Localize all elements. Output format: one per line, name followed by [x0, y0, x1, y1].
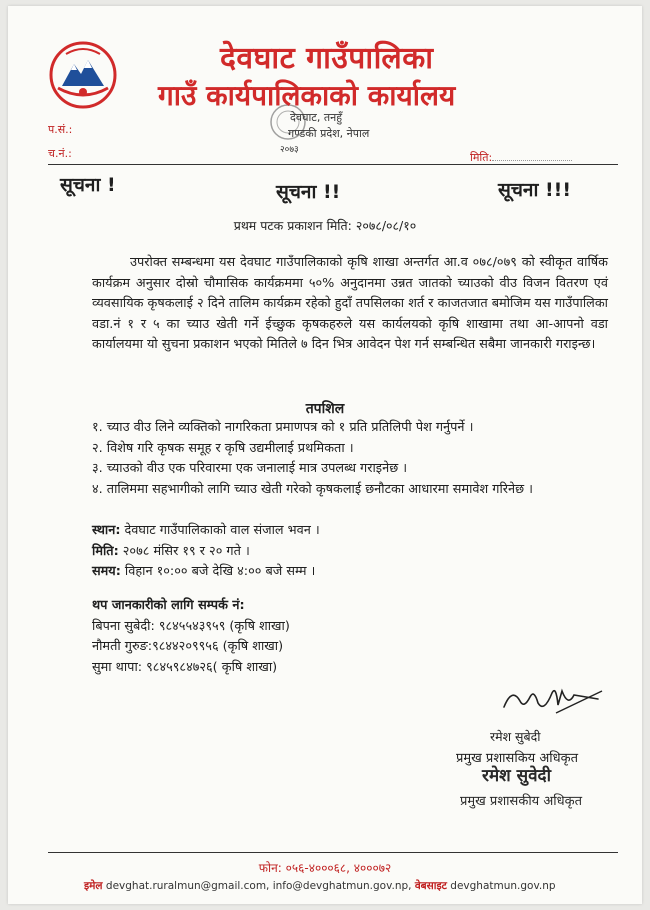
time-row: [92, 562, 320, 583]
footer-divider: [48, 852, 618, 853]
venue-label: स्थान:: [92, 523, 121, 538]
date-value: २०७८ मंसिर १९ र २० गते ।: [118, 543, 250, 559]
notice-heading-right: सूचना !!!: [498, 179, 571, 201]
chalani-text: च.नं.:: [48, 147, 72, 160]
nepal-emblem-icon: [48, 40, 118, 110]
publication-date: प्रथम पटक प्रकाशन मिति: २०७८/०८/१०: [233, 218, 417, 233]
header-divider: [48, 164, 618, 165]
details-item: १. च्याउ वीउ लिने व्यक्तिको नागरिकता प्रमाणपत्र को १ प्रति प्रतिलिपी पेश गर्नुपर्ने ।: [92, 420, 474, 435]
header-date-label: मिति:: [470, 151, 493, 164]
contact-title: थप जानकारीको लागि सम्पर्क नं:: [92, 598, 245, 613]
signature-icon: [498, 679, 608, 719]
contact-person: सुमा थापा: ९८४५९८४७२६( कृषि शाखा): [92, 659, 278, 675]
footer-contact: [84, 879, 556, 893]
venue-row: [92, 521, 320, 542]
website-value: devghatmun.gov.np: [450, 880, 556, 892]
date-label: मिति:: [92, 543, 119, 559]
signatory-name: रमेश सुबेदी: [490, 729, 541, 744]
org-name: देवघाट गाउँपालिका: [220, 41, 434, 76]
email-label: इमेल: [84, 880, 103, 892]
date-row: [92, 542, 320, 563]
contact-person: बिपना सुबेदी: ९८४५५४३९५९ (कृषि शाखा): [92, 618, 290, 634]
name-stamp: रमेश सुवेदी: [482, 766, 551, 786]
signatory-designation: प्रमुख प्रशासकिय अधिकृत: [456, 751, 579, 766]
email-value: devghat.ruralmun@gmail.com, info@devghatmun.gov.np,: [105, 880, 412, 892]
contact-person: नौमती गुरुङ:९८४४२०९९५६ (कृषि शाखा): [92, 639, 284, 654]
contact-section: [92, 596, 290, 678]
details-title: तपशिल: [305, 401, 345, 417]
chalani-number-label: [48, 146, 72, 161]
notice-heading-center: सूचना !!: [276, 181, 341, 203]
details-item: ४. तालिममा सहभागीको लागि च्याउ खेती गरेको कृषकलाई छनौटका आधारमा समावेश गरिनेछ ।: [92, 481, 534, 497]
stamp-year: २०७३: [280, 145, 299, 155]
notice-document: [8, 6, 642, 904]
venue-value: देवघाट गाउँपालिकाको वाल संजाल भवन ।: [120, 523, 320, 538]
time-value: विहान १०:०० बजे देखि ४:०० बजे सम्म ।: [120, 564, 316, 579]
event-details: [92, 521, 320, 583]
address-line-2: गण्डकी प्रदेश, नेपाल: [288, 127, 370, 140]
details-item: २. विशेष गरि कृषक समूह र कृषि उद्यमीलाई प्रथमिकता ।: [92, 440, 354, 456]
notice-heading-left: सूचना !: [60, 174, 116, 196]
patra-sankhya-label: [48, 122, 72, 137]
footer-phone: फोन: ०५६-४०००६८, ४०००७२: [258, 861, 392, 875]
notice-body-paragraph: उपरोक्त सम्बन्धमा यस देवघाट गाउँपालिकाको कृषि शाखा अन्तर्गत आ.व ०७८/०७९ को स्वीकृत वार्षिक कार्यक्रम अनुसार दोस्रो चौमासिक कार्यक्रममा ५०% अनुदानमा उन्नत जातको च्याउको वीउ विजन वितरण एवं व्यवसायिक कृषकलाई २ दिने तालिम कार्यक्रम रहेको हुदाँ तपसिलका शर्त र काजतजात बमोजिम यस गाउँपालिका वडा.नं १ र ५ का च्याउ खेती गर्ने ईच्छुक कृषकहरुले यस कार्यलयको कृषि शाखामा तथा आ-आपनो वडा कार्यालयमा यो सुचना प्रकाशन भएको मितिले ७ दिन भित्र आवेदन पेश गर्न सम्बन्धित सबैमा जानकारी गराइन्छ।: [92, 255, 608, 352]
header-date-blank: [492, 151, 572, 161]
website-label: वेबसाइट: [414, 880, 447, 892]
address-line-1: देवघाट, तनहुँ: [290, 111, 343, 124]
details-item: ३. च्याउको वीउ एक परिवारमा एक जनालाई मात्र उपलब्ध गराइनेछ ।: [92, 461, 408, 476]
header-date-field: [470, 150, 572, 165]
time-label: समय:: [92, 564, 121, 579]
details-list: [92, 418, 612, 500]
office-name: गाउँ कार्यपालिकाको कार्यालय: [158, 79, 456, 112]
designation-stamp: प्रमुख प्रशासकीय अधिकृत: [460, 794, 583, 809]
patra-sankhya-text: प.सं.:: [48, 123, 73, 136]
